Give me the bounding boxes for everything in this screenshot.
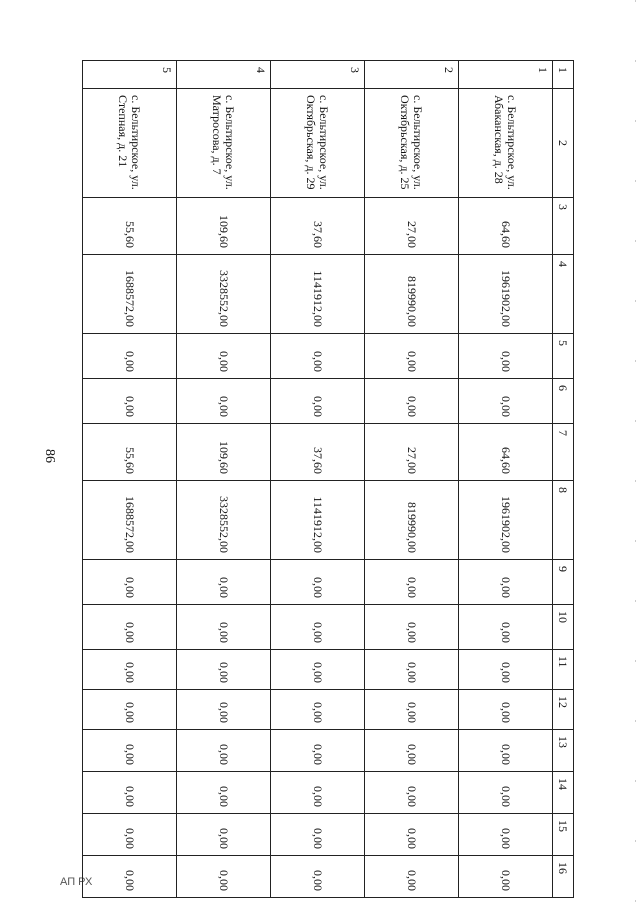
address-cell: с. Бельтирское, ул. Матросова, д. 7 — [177, 89, 271, 198]
value-cell: 0,00 — [177, 379, 271, 424]
scan-edge-marks — [635, 0, 636, 905]
value-cell: 0,00 — [177, 772, 271, 814]
column-header: 14 — [553, 772, 574, 814]
value-cell: 0,00 — [459, 856, 553, 898]
value-cell: 1141912,00 — [271, 255, 365, 334]
value-cell: 0,00 — [459, 690, 553, 730]
value-cell: 0,00 — [271, 650, 365, 690]
value-cell: 0,00 — [365, 650, 459, 690]
value-cell: 0,00 — [365, 605, 459, 650]
value-cell: 37,60 — [271, 424, 365, 481]
value-cell: 109,60 — [177, 198, 271, 255]
value-cell: 0,00 — [459, 605, 553, 650]
value-cell: 55,60 — [83, 198, 177, 255]
value-cell: 3328552,00 — [177, 255, 271, 334]
value-cell: 109,60 — [177, 424, 271, 481]
page-number: 86 — [42, 449, 57, 463]
column-header: 16 — [553, 856, 574, 898]
rotated-table-container — [84, 60, 574, 891]
value-cell: 1688572,00 — [83, 255, 177, 334]
value-cell: 819990,00 — [365, 481, 459, 560]
header-row — [553, 61, 574, 898]
value-cell: 0,00 — [271, 560, 365, 605]
column-header: 12 — [553, 690, 574, 730]
table-row — [365, 61, 459, 898]
address-cell: с. Бельтирское, ул. Абаканская, д. 28 — [459, 89, 553, 198]
value-cell: 0,00 — [177, 814, 271, 856]
column-header: 9 — [553, 560, 574, 605]
value-cell: 0,00 — [459, 772, 553, 814]
value-cell: 0,00 — [271, 730, 365, 772]
row-number: 4 — [177, 61, 271, 89]
value-cell: 0,00 — [459, 814, 553, 856]
column-header: 2 — [553, 89, 574, 198]
value-cell: 0,00 — [271, 379, 365, 424]
value-cell: 0,00 — [271, 772, 365, 814]
table-row — [271, 61, 365, 898]
value-cell: 0,00 — [177, 690, 271, 730]
column-header: 1 — [553, 61, 574, 89]
value-cell: 55,60 — [83, 424, 177, 481]
table-row — [177, 61, 271, 898]
value-cell: 0,00 — [271, 334, 365, 379]
value-cell: 0,00 — [459, 650, 553, 690]
value-cell: 0,00 — [177, 334, 271, 379]
column-header: 15 — [553, 814, 574, 856]
table-row — [83, 61, 177, 898]
value-cell: 0,00 — [83, 560, 177, 605]
value-cell: 1141912,00 — [271, 481, 365, 560]
value-cell: 0,00 — [177, 856, 271, 898]
table-row — [459, 61, 553, 898]
value-cell: 64,60 — [459, 424, 553, 481]
column-header: 3 — [553, 198, 574, 255]
value-cell: 27,00 — [365, 424, 459, 481]
value-cell: 819990,00 — [365, 255, 459, 334]
value-cell: 0,00 — [83, 334, 177, 379]
housing-data-table — [82, 60, 574, 898]
value-cell: 0,00 — [271, 605, 365, 650]
value-cell: 0,00 — [83, 605, 177, 650]
column-header: 10 — [553, 605, 574, 650]
column-header: 7 — [553, 424, 574, 481]
value-cell: 0,00 — [365, 856, 459, 898]
value-cell: 0,00 — [83, 650, 177, 690]
value-cell: 1688572,00 — [83, 481, 177, 560]
value-cell: 0,00 — [459, 334, 553, 379]
column-header: 4 — [553, 255, 574, 334]
value-cell: 37,60 — [271, 198, 365, 255]
value-cell: 1961902,00 — [459, 255, 553, 334]
value-cell: 3328552,00 — [177, 481, 271, 560]
value-cell: 0,00 — [459, 730, 553, 772]
row-number: 3 — [271, 61, 365, 89]
value-cell: 0,00 — [83, 856, 177, 898]
value-cell: 0,00 — [177, 605, 271, 650]
address-cell: с. Бельтирское, ул. Октябрьская, д. 25 — [365, 89, 459, 198]
value-cell: 0,00 — [177, 730, 271, 772]
column-header: 6 — [553, 379, 574, 424]
address-cell: с. Бельтирское, ул. Октябрьская, д. 29 — [271, 89, 365, 198]
column-header: 8 — [553, 481, 574, 560]
value-cell: 0,00 — [83, 772, 177, 814]
row-number: 2 — [365, 61, 459, 89]
value-cell: 0,00 — [365, 690, 459, 730]
value-cell: 0,00 — [83, 814, 177, 856]
row-number: 1 — [459, 61, 553, 89]
value-cell: 1961902,00 — [459, 481, 553, 560]
address-cell: с. Бельтирское, ул. Степная, д. 21 — [83, 89, 177, 198]
value-cell: 0,00 — [83, 730, 177, 772]
value-cell: 27,00 — [365, 198, 459, 255]
value-cell: 0,00 — [271, 814, 365, 856]
value-cell: 0,00 — [271, 856, 365, 898]
value-cell: 0,00 — [365, 334, 459, 379]
value-cell: 0,00 — [459, 560, 553, 605]
footer-mark: АП РХ — [60, 876, 93, 888]
value-cell: 0,00 — [365, 730, 459, 772]
column-header: 5 — [553, 334, 574, 379]
value-cell: 0,00 — [83, 379, 177, 424]
value-cell: 0,00 — [365, 379, 459, 424]
value-cell: 0,00 — [177, 560, 271, 605]
value-cell: 0,00 — [177, 650, 271, 690]
value-cell: 64,60 — [459, 198, 553, 255]
column-header: 13 — [553, 730, 574, 772]
value-cell: 0,00 — [365, 772, 459, 814]
value-cell: 0,00 — [459, 379, 553, 424]
column-header: 11 — [553, 650, 574, 690]
value-cell: 0,00 — [365, 560, 459, 605]
row-number: 5 — [83, 61, 177, 89]
value-cell: 0,00 — [83, 690, 177, 730]
value-cell: 0,00 — [271, 690, 365, 730]
value-cell: 0,00 — [365, 814, 459, 856]
